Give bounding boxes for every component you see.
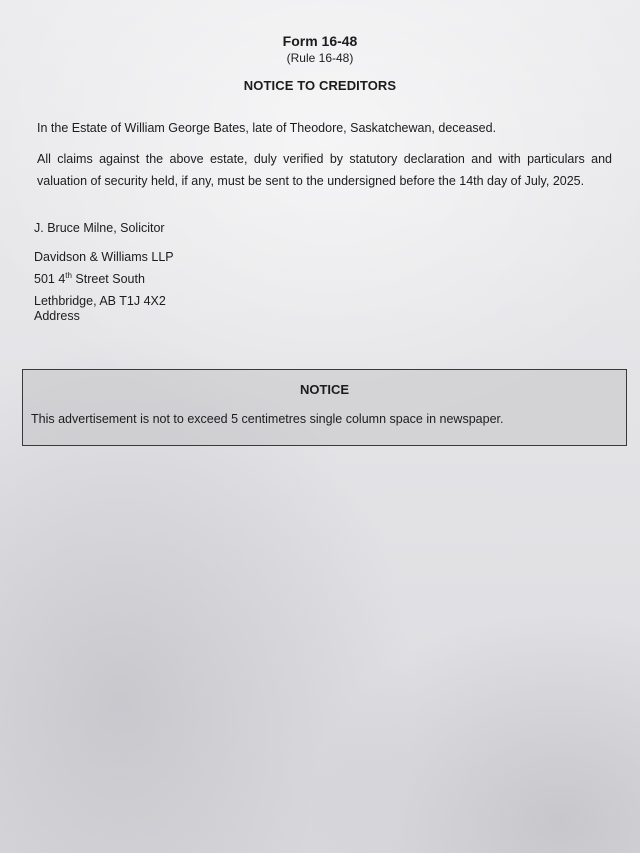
estate-line: In the Estate of William George Bates, late of Theodore, Saskatchewan, deceased. [37, 121, 497, 135]
notice-heading: NOTICE TO CREDITORS [243, 78, 397, 93]
firm-name: Davidson & Williams LLP [34, 250, 174, 264]
form-rule: (Rule 16-48) [286, 51, 354, 65]
notice-box [22, 369, 627, 446]
solicitor-name: J. Bruce Milne, Solicitor [34, 221, 165, 235]
street-name: Street South [71, 272, 145, 286]
claims-paragraph: All claims against the above estate, duly verified by statutory declaration and with particulars and valuation of security held, if any, must be sent to the undersigned before the 14th day of July, 2025. [37, 152, 612, 188]
city-line: Lethbridge, AB T1J 4X2 [34, 294, 166, 308]
street-address [34, 272, 145, 286]
address-label: Address [34, 309, 80, 323]
street-number: 501 4 [34, 272, 66, 286]
street-ordinal-suffix: th [65, 271, 72, 280]
notice-box-text: This advertisement is not to exceed 5 centimetres single column space in newspaper. [31, 412, 504, 426]
form-title: Form 16-48 [282, 33, 358, 49]
notice-box-title: NOTICE [299, 382, 350, 397]
